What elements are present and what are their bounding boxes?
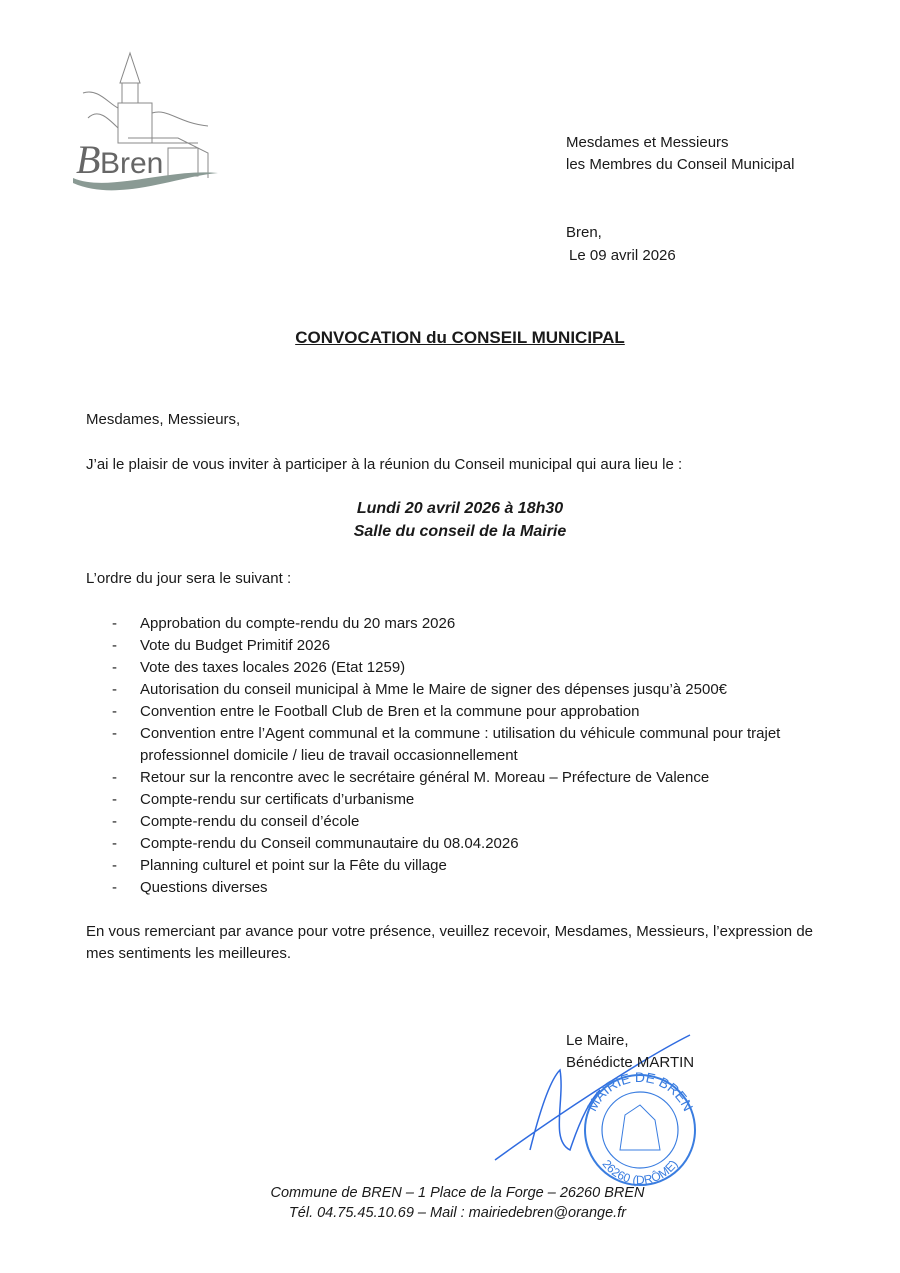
agenda-item: - Convention entre l’Agent communal et la commune : utilisation du véhicule communal pour trajet professionnel domicile / lieu de travail occasionnellement [112,725,781,764]
meeting-datetime: Lundi 20 avril 2026 à 18h30 [356,500,564,517]
salutation: Mesdames, Messieurs, [86,411,241,428]
agenda-item: - Vote des taxes locales 2026 (Etat 1259) [112,659,406,676]
bren-logo [68,48,228,198]
meeting-location: Salle du conseil de la Mairie [353,523,567,540]
agenda-list [112,613,832,899]
agenda-intro: L’ordre du jour sera le suivant : [86,570,292,587]
recipient-line-1: Mesdames et Messieurs [566,134,729,151]
agenda-item: - Vote du Budget Primitif 2026 [112,637,331,654]
agenda-item: - Compte-rendu du Conseil communautaire du 08.04.2026 [112,835,519,852]
footer-contact: Tél. 04.75.45.10.69 – Mail : mairiedebren@orange.fr [288,1205,627,1221]
closing-paragraph: En vous remerciant par avance pour votre présence, veuillez recevoir, Mesdames, Messieurs, l’expression de mes sentiments les meilleures. [86,923,814,962]
agenda-item: - Convention entre le Football Club de Bren et la commune pour approbation [112,703,640,720]
page-title: CONVOCATION du CONSEIL MUNICIPAL [295,328,625,347]
signature-role: Le Maire, [566,1032,629,1049]
svg-text:Bren: Bren [100,147,164,180]
agenda-item: - Approbation du compte-rendu du 20 mars 2026 [112,615,456,632]
date: Le 09 avril 2026 [569,247,676,264]
agenda-item: - Retour sur la rencontre avec le secrétaire général M. Moreau – Préfecture de Valence [112,769,710,786]
agenda-item: - Planning culturel et point sur la Fête du village [112,857,447,874]
recipient-line-2: les Membres du Conseil Municipal [566,156,795,173]
intro: J’ai le plaisir de vous inviter à participer à la réunion du Conseil municipal qui aura lieu le : [86,456,683,473]
place: Bren, [566,224,602,241]
svg-text:26260 (DRÔME): 26260 (DRÔME) [599,1157,681,1188]
footer-address: Commune de BREN – 1 Place de la Forge – 26260 BREN [270,1185,645,1201]
agenda-item: - Compte-rendu du conseil d’école [112,813,360,830]
signature-name: Bénédicte MARTIN [566,1054,695,1071]
agenda-item: - Questions diverses [112,879,268,896]
agenda-item: - Compte-rendu sur certificats d’urbanisme [112,791,415,808]
svg-text:B: B [76,137,101,182]
agenda-item: - Autorisation du conseil municipal à Mme le Maire de signer des dépenses jusqu’à 2500€ [112,681,728,698]
svg-text:MAIRIE DE BREN: MAIRIE DE BREN [583,1068,697,1114]
